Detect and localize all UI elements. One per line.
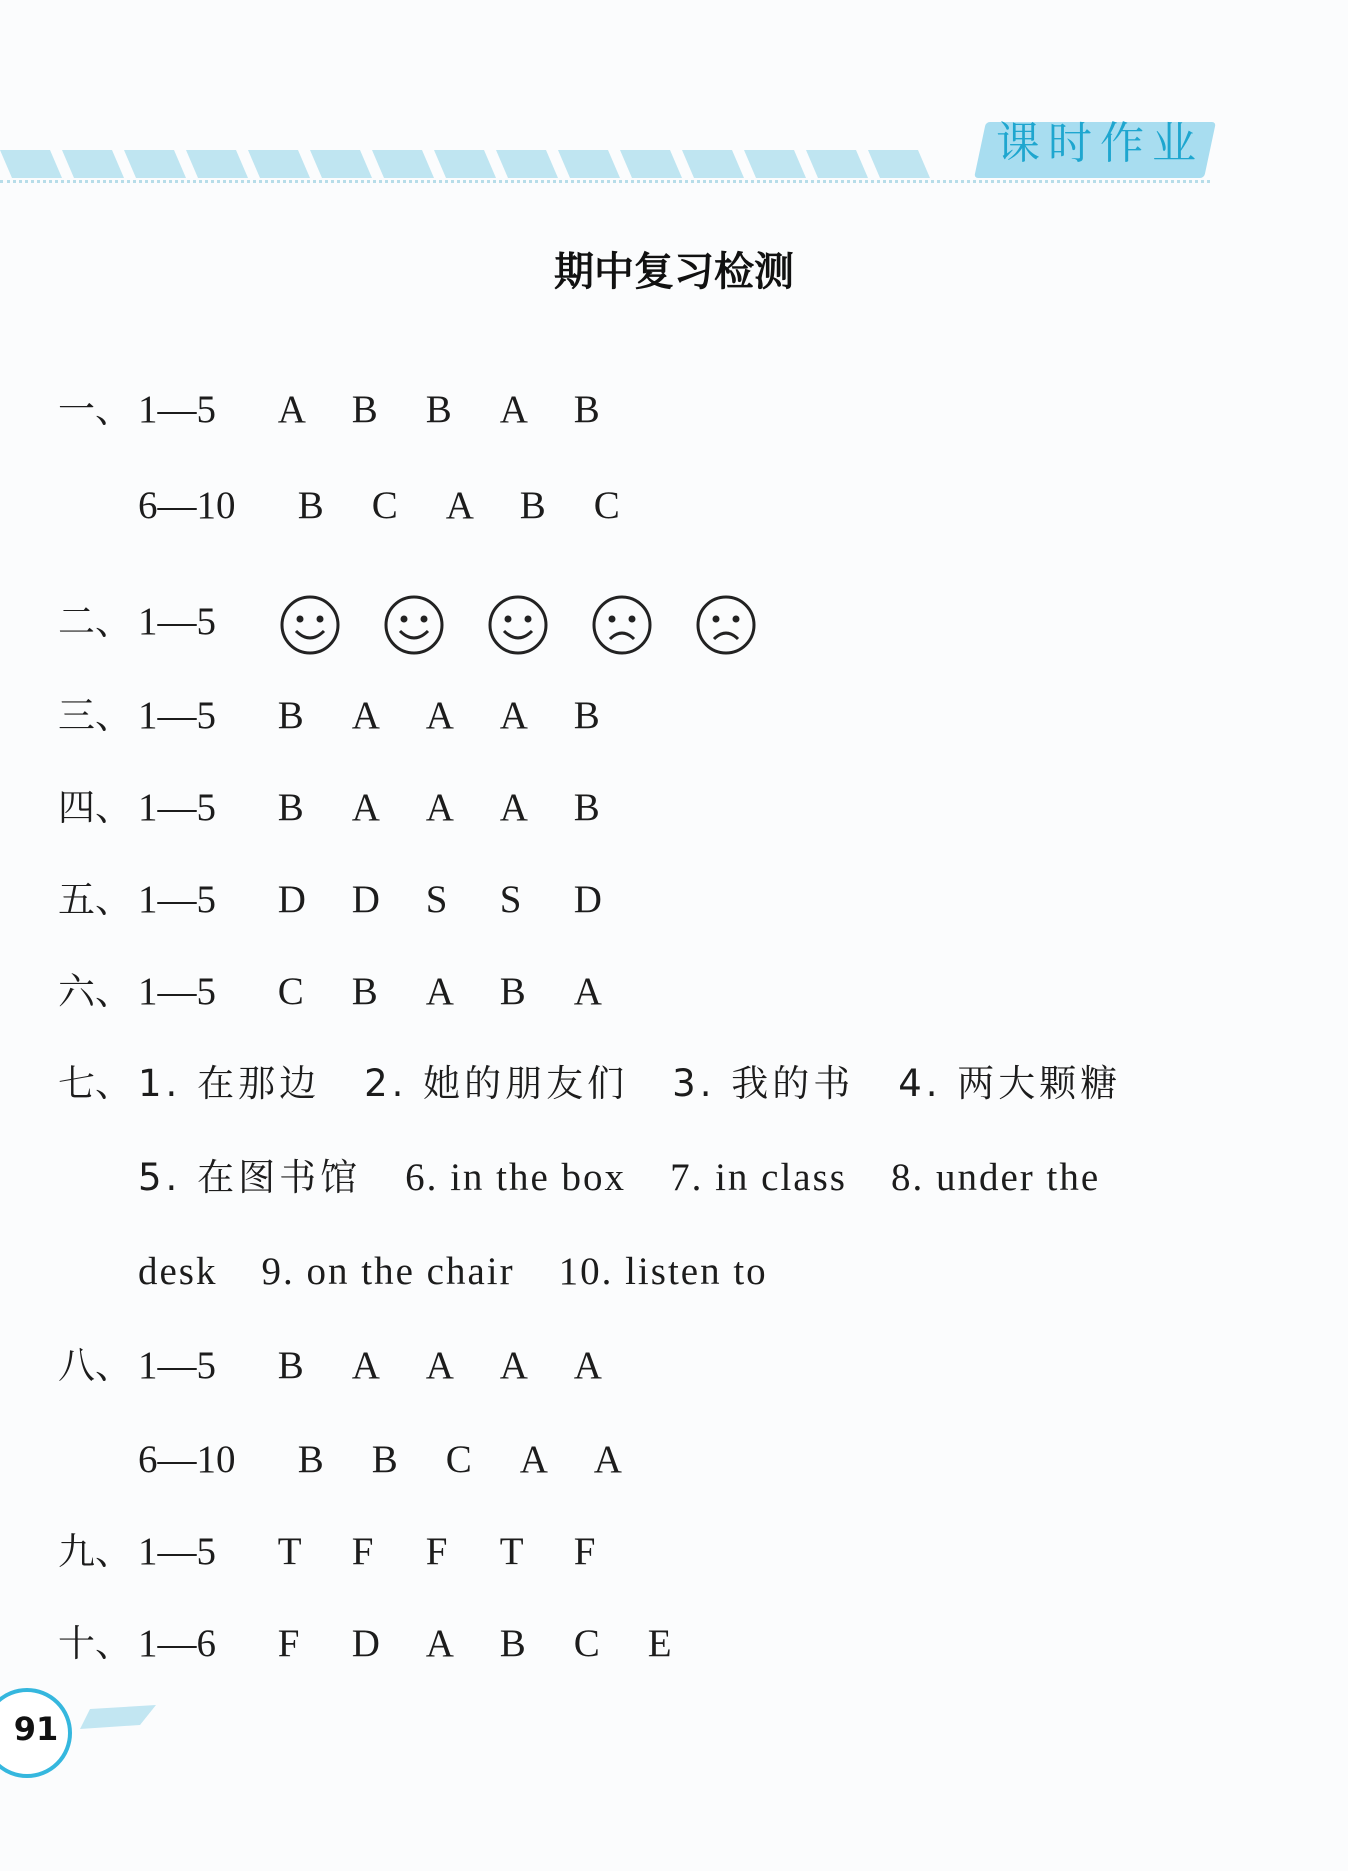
- phrase-row: [58, 1054, 1121, 1114]
- answer: A: [351, 1344, 380, 1387]
- answer: B: [277, 694, 304, 737]
- answer: A: [445, 484, 474, 527]
- answer: C: [277, 970, 304, 1013]
- answer: A: [499, 388, 528, 431]
- section-number: 四、: [58, 786, 132, 829]
- header-dotted-rule: [0, 180, 1210, 183]
- answer-row: [58, 1522, 648, 1582]
- question-range: 6—10: [138, 1438, 236, 1481]
- section-number: 二、: [58, 600, 132, 643]
- smiley-face-icon: [278, 593, 342, 657]
- answer: A: [573, 970, 602, 1013]
- answer: B: [351, 388, 378, 431]
- answer: A: [351, 694, 380, 737]
- question-range: 1—5: [138, 600, 216, 643]
- page-number-accent: [80, 1705, 160, 1729]
- phrase-answer: 3. 我的书: [672, 1062, 855, 1105]
- question-range: 1—5: [138, 878, 216, 921]
- answer: A: [499, 1344, 528, 1387]
- answer: B: [277, 786, 304, 829]
- phrase-answer: 1. 在那边: [138, 1062, 321, 1105]
- phrase-answer: 7. in class: [670, 1156, 847, 1199]
- smiley-face-icon: [382, 593, 446, 657]
- answer: B: [351, 970, 378, 1013]
- section-number: 七、: [58, 1062, 132, 1105]
- question-range: 1—5: [138, 1344, 216, 1387]
- phrase-answer: 9. on the chair: [261, 1250, 515, 1293]
- answer: A: [499, 694, 528, 737]
- sad-face-icon: [694, 593, 758, 657]
- answer-row: [58, 686, 648, 746]
- answer-row: [138, 476, 668, 536]
- page-number: 91: [13, 1710, 59, 1748]
- answer: D: [351, 878, 380, 921]
- section-number: 五、: [58, 878, 132, 921]
- phrase-row: [138, 1242, 812, 1302]
- brand-logo-text: 课时作业: [996, 118, 1204, 169]
- answer: E: [647, 1622, 672, 1665]
- phrase-answer: 4. 两大颗糖: [898, 1062, 1122, 1105]
- answer: F: [277, 1622, 300, 1665]
- phrase-row: [138, 1148, 1100, 1208]
- answer: A: [351, 786, 380, 829]
- question-range: 1—5: [138, 388, 216, 431]
- answer-row: [58, 778, 648, 838]
- section-number: 八、: [58, 1344, 132, 1387]
- answer: A: [425, 1622, 454, 1665]
- answer: A: [519, 1438, 548, 1481]
- section-number: 一、: [58, 388, 132, 431]
- answer: B: [573, 388, 600, 431]
- answer: T: [277, 1530, 302, 1573]
- answer: B: [371, 1438, 398, 1481]
- answer: D: [573, 878, 602, 921]
- answer: A: [425, 786, 454, 829]
- answer-row: [138, 1430, 668, 1490]
- answer-row: [58, 1614, 722, 1674]
- section-number: 六、: [58, 970, 132, 1013]
- answer-row: [58, 582, 798, 662]
- answer-row: [58, 962, 648, 1022]
- question-range: 1—5: [138, 786, 216, 829]
- answer: D: [277, 878, 306, 921]
- answer: C: [371, 484, 398, 527]
- phrase-answer: desk: [138, 1250, 218, 1293]
- answer: C: [573, 1622, 600, 1665]
- answer: T: [499, 1530, 524, 1573]
- section-number: 九、: [58, 1530, 132, 1573]
- answer: B: [519, 484, 546, 527]
- answer: B: [297, 484, 324, 527]
- answer-row: [58, 870, 648, 930]
- question-range: 1—5: [138, 970, 216, 1013]
- smiley-face-icon: [486, 593, 550, 657]
- sad-face-icon: [590, 593, 654, 657]
- phrase-answer: 8. under the: [890, 1156, 1101, 1199]
- answer-row: [58, 380, 648, 440]
- answer: C: [445, 1438, 472, 1481]
- answer: F: [425, 1530, 448, 1573]
- answer: A: [499, 786, 528, 829]
- answer: D: [351, 1622, 380, 1665]
- phrase-answer: 6. in the box: [405, 1156, 627, 1199]
- answer: A: [573, 1344, 602, 1387]
- answer: A: [593, 1438, 622, 1481]
- answer-row: [58, 1336, 648, 1396]
- page-title: 期中复习检测: [554, 249, 794, 295]
- section-number: 三、: [58, 694, 132, 737]
- answer: B: [277, 1344, 304, 1387]
- answer: S: [425, 878, 448, 921]
- answer: A: [425, 1344, 454, 1387]
- phrase-answer: 2. 她的朋友们: [364, 1062, 629, 1105]
- answer: A: [425, 694, 454, 737]
- answer: F: [573, 1530, 596, 1573]
- phrase-answer: 5. 在图书馆: [138, 1156, 362, 1199]
- section-number: 十、: [58, 1622, 132, 1665]
- question-range: 1—6: [138, 1622, 216, 1665]
- answer: S: [499, 878, 522, 921]
- answer: B: [297, 1438, 324, 1481]
- header-stripe-band: [0, 150, 960, 180]
- answer: A: [425, 970, 454, 1013]
- answer: C: [593, 484, 620, 527]
- question-range: 1—5: [138, 1530, 216, 1573]
- brand-logo: [980, 108, 1220, 180]
- answer: A: [277, 388, 306, 431]
- phrase-answer: 10. listen to: [558, 1250, 768, 1293]
- answer: B: [425, 388, 452, 431]
- question-range: 1—5: [138, 694, 216, 737]
- answer: B: [499, 970, 526, 1013]
- answer: F: [351, 1530, 374, 1573]
- answer: B: [573, 694, 600, 737]
- question-range: 6—10: [138, 484, 236, 527]
- answer: B: [573, 786, 600, 829]
- answer: B: [499, 1622, 526, 1665]
